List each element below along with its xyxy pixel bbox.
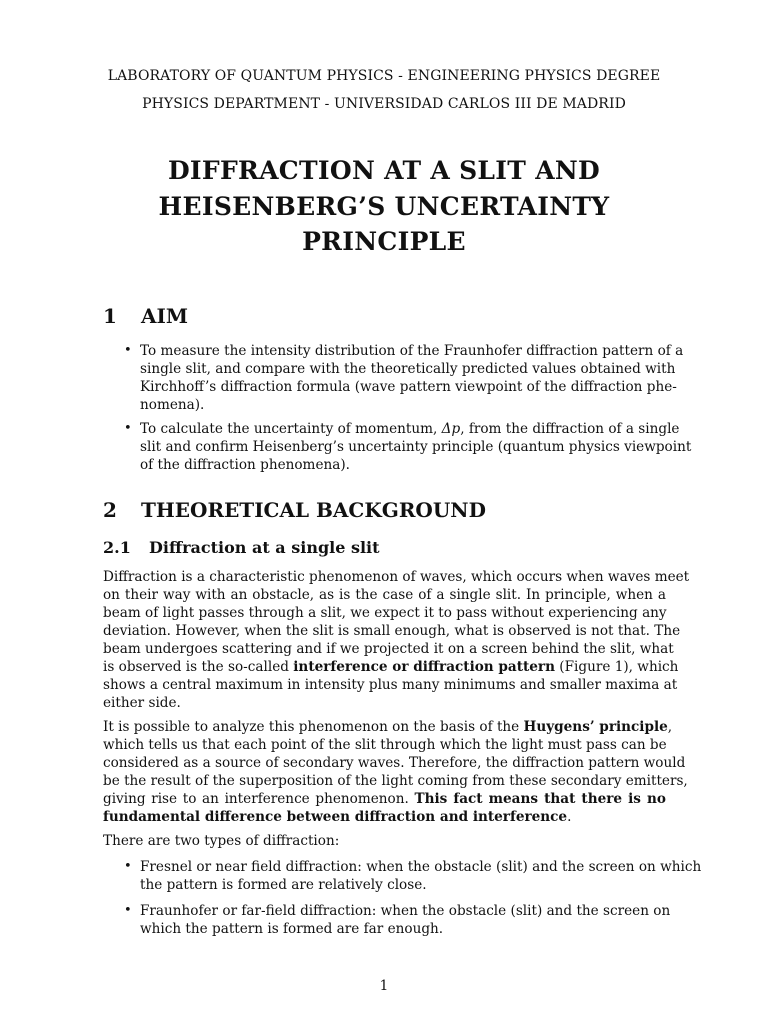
section-number: 1: [103, 304, 117, 328]
para2-line-1: It is possible to analyze this phenomenon on the basis of the Huygens’ principle,: [103, 719, 673, 735]
section-title: THEORETICAL BACKGROUND: [141, 498, 486, 522]
section-heading-theory: [103, 498, 486, 522]
subsection-heading: [103, 538, 380, 557]
subsection-title: Diffraction at a single slit: [149, 538, 380, 557]
aim-bullet-1-line-3: Kirchhoff’s diffraction formula (wave pattern viewpoint of the diffraction phe-: [140, 379, 677, 395]
section-number: 2: [103, 498, 117, 522]
fraunhofer-line-2: which the pattern is formed are far enough.: [140, 921, 444, 937]
para1-line-6: is observed is the so-called interference or diffraction pattern (Figure 1), which: [103, 659, 679, 675]
para2-line-6: fundamental difference between diffraction and interference.: [103, 809, 572, 825]
term-huygens-principle: Huygens’ principle: [523, 719, 668, 735]
aim-bullet-1-line-4: nomena).: [140, 397, 205, 413]
aim-bullet-2-line-2: slit and confirm Heisenberg’s uncertainty principle (quantum physics viewpoint: [140, 439, 692, 455]
para1-line-1: Diffraction is a characteristic phenomenon of waves, which occurs when waves meet: [103, 569, 690, 585]
para1-line-3: beam of light passes through a slit, we expect it to pass without experiencing any: [103, 605, 667, 621]
bullet-icon: •: [124, 343, 132, 358]
fresnel-line-2: the pattern is formed are relatively close.: [140, 877, 427, 893]
para1-line-7: shows a central maximum in intensity plus many minimums and smaller maxima at: [103, 677, 678, 693]
section-title: AIM: [141, 304, 189, 328]
delta-p-symbol: Δp: [441, 421, 461, 437]
aim-bullet-1-line-2: single slit, and compare with the theoretically predicted values obtained with: [140, 361, 676, 377]
para1-line-4: deviation. However, when the slit is small enough, what is observed is not that. The: [103, 623, 681, 639]
para3: There are two types of diffraction:: [103, 833, 340, 849]
aim-bullet-1-line-1: To measure the intensity distribution of the Fraunhofer diffraction pattern of a: [140, 343, 684, 359]
emphasis-statement-cont: fundamental difference between diffraction and interference: [103, 809, 568, 825]
term-interference-pattern: interference or diffraction pattern: [293, 659, 555, 675]
emphasis-statement: This fact means that there is no: [414, 791, 666, 807]
para1-line-5: beam undergoes scattering and if we projected it on a screen behind the slit, what: [103, 641, 674, 657]
aim-bullet-2-line-1: To calculate the uncertainty of momentum, Δp, from the diffraction of a single: [140, 421, 680, 437]
para2-line-4: be the result of the superposition of the light coming from these secondary emitters,: [103, 773, 688, 789]
section-heading-aim: [103, 304, 188, 328]
para2-line-3: considered as a source of secondary waves. Therefore, the diffraction pattern would: [103, 755, 686, 771]
bullet-icon: •: [124, 859, 132, 874]
aim-bullet-2-line-3: of the diffraction phenomena).: [140, 457, 350, 473]
fresnel-line-1: Fresnel or near field diffraction: when the obstacle (slit) and the screen on which: [140, 859, 702, 875]
bullet-icon: •: [124, 903, 132, 918]
bullet-icon: •: [124, 421, 132, 436]
header-line-2: PHYSICS DEPARTMENT - UNIVERSIDAD CARLOS III DE MADRID: [142, 96, 626, 112]
para2-line-5: giving rise to an interference phenomenon. This fact means that there is no: [103, 791, 666, 807]
para2-line-2: which tells us that each point of the slit through which the light must pass can be: [103, 737, 667, 753]
title-line-3: PRINCIPLE: [302, 227, 466, 256]
title-line-2: HEISENBERG’S UNCERTAINTY: [158, 192, 610, 221]
page-number: 1: [379, 978, 389, 994]
fraunhofer-line-1: Fraunhofer or far-field diffraction: when the obstacle (slit) and the screen on: [140, 903, 671, 919]
header-line-1: LABORATORY OF QUANTUM PHYSICS - ENGINEERING PHYSICS DEGREE: [107, 68, 661, 84]
para1-line-2: on their way with an obstacle, as is the case of a single slit. In principle, when a: [103, 587, 666, 603]
subsection-number: 2.1: [103, 538, 131, 557]
title-line-1: DIFFRACTION AT A SLIT AND: [167, 156, 601, 185]
para1-line-8: either side.: [103, 695, 181, 711]
